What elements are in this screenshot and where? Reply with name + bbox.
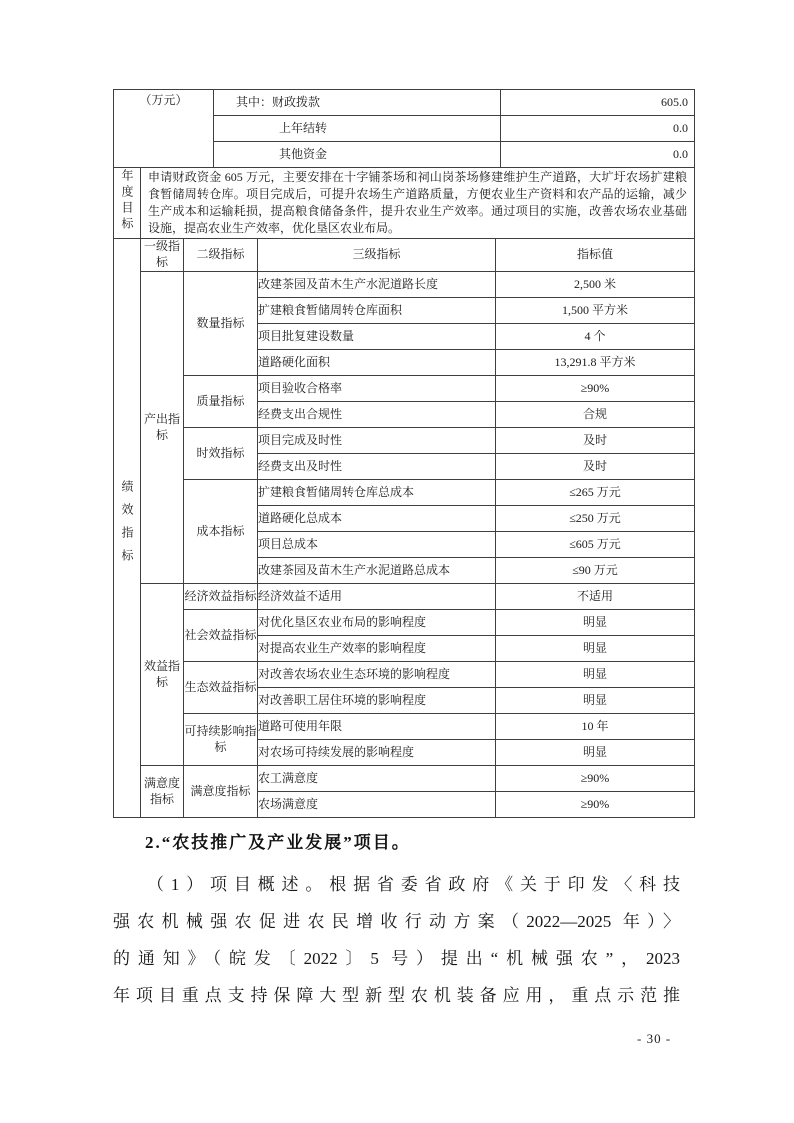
annual-goal-text: 申请财政资金 605 万元，主要安排在十字铺茶场和祠山岗茶场修建维护生产道路，大圹圩农场扩建粮食暂储周转仓库。项目完成后，可提升农场生产道路质量，方便农业生产资料和农产品的运输，减少生产成本和运输耗损，提高粮食储备条件，提升农业生产效率。通过项目的实施，改善农场农业基础设施，提高农业生产效率，优化垦区农业布局。 (141, 168, 695, 239)
value-cell: ≤250 万元 (496, 506, 695, 532)
level2-cost: 成本指标 (184, 480, 258, 584)
funding-unit-cell: （万元） (114, 90, 214, 168)
funding-row-value: 0.0 (501, 142, 695, 168)
header-level1: 一级指标 (141, 239, 184, 272)
level3-cell: 项目批复建设数量 (258, 324, 496, 350)
table-row (114, 90, 695, 116)
value-cell: 明显 (496, 688, 695, 714)
level3-cell: 道路硬化面积 (258, 350, 496, 376)
header-level3: 三级指标 (258, 239, 496, 272)
funding-row-label: 其他资金 (214, 142, 501, 168)
level2-ecological: 生态效益指标 (184, 662, 258, 714)
level2-satisfaction: 满意度指标 (184, 766, 258, 818)
annual-goal-table (113, 167, 695, 239)
section-heading: 2.“农技推广及产业发展”项目。 (145, 833, 411, 852)
value-cell: 不适用 (496, 584, 695, 610)
value-cell: 1,500 平方米 (496, 298, 695, 324)
value-cell: 2,500 米 (496, 272, 695, 298)
level3-cell: 项目总成本 (258, 532, 496, 558)
level3-cell: 对优化垦区农业布局的影响程度 (258, 610, 496, 636)
level3-cell: 对农场可持续发展的影响程度 (258, 740, 496, 766)
level1-benefit: 效益指标 (141, 584, 184, 766)
level3-cell: 改建茶园及苗木生产水泥道路总成本 (258, 558, 496, 584)
value-cell: ≤605 万元 (496, 532, 695, 558)
annual-goal-label-cell (114, 168, 141, 239)
funding-row-label: 其中：财政拨款 (214, 90, 501, 116)
level3-cell: 项目验收合格率 (258, 376, 496, 402)
value-cell: 13,291.8 平方米 (496, 350, 695, 376)
level3-cell: 扩建粮食暂储周转仓库总成本 (258, 480, 496, 506)
level2-social: 社会效益指标 (184, 610, 258, 662)
value-cell: 明显 (496, 740, 695, 766)
level3-cell: 农场满意度 (258, 792, 496, 818)
level2-quality: 质量指标 (184, 376, 258, 428)
level3-cell: 道路硬化总成本 (258, 506, 496, 532)
value-cell: 明显 (496, 662, 695, 688)
level3-cell: 项目完成及时性 (258, 428, 496, 454)
value-cell: ≤265 万元 (496, 480, 695, 506)
level2-sustain: 可持续影响指标 (184, 714, 258, 766)
level2-quantity: 数量指标 (184, 272, 258, 376)
level3-cell: 对改善职工居住环境的影响程度 (258, 688, 496, 714)
level3-cell: 经济效益不适用 (258, 584, 496, 610)
funding-row-value: 605.0 (501, 90, 695, 116)
level3-cell: 道路可使用年限 (258, 714, 496, 740)
level3-cell: 对改善农场农业生态环境的影响程度 (258, 662, 496, 688)
indicators-side-label-cell (114, 239, 141, 818)
level1-output: 产出指标 (141, 272, 184, 584)
annual-goal-label: 年度目标 (120, 168, 134, 233)
table-row (114, 480, 695, 506)
value-cell: ≥90% (496, 376, 695, 402)
header-level2: 二级指标 (184, 239, 258, 272)
indicators-side-label: 绩效指标 (120, 479, 134, 572)
funding-table (113, 89, 695, 168)
level3-cell: 经费支出合规性 (258, 402, 496, 428)
level3-cell: 对提高农业生产效率的影响程度 (258, 636, 496, 662)
level2-timeliness: 时效指标 (184, 428, 258, 480)
page-number: - 30 - (637, 1031, 672, 1046)
table-header-row (114, 239, 695, 272)
paragraph-line: 强农机械强农促进农民增收行动方案（2022—2025 年）〉 (113, 912, 680, 931)
table-row (114, 766, 695, 792)
funding-row-label: 上年结转 (214, 116, 501, 142)
section-2 (113, 830, 680, 1014)
level2-economic: 经济效益指标 (184, 584, 258, 610)
funding-row-value: 0.0 (501, 116, 695, 142)
value-cell: 明显 (496, 610, 695, 636)
value-cell: 4 个 (496, 324, 695, 350)
table-row (114, 272, 695, 298)
paragraph-line: 的通知》（皖发〔2022〕5 号）提出“机械强农”，2023 (113, 949, 680, 968)
level3-cell: 改建茶园及苗木生产水泥道路长度 (258, 272, 496, 298)
level3-cell: 扩建粮食暂储周转仓库面积 (258, 298, 496, 324)
level1-satisfaction: 满意度指标 (141, 766, 184, 818)
value-cell: 10 年 (496, 714, 695, 740)
table-row (114, 662, 695, 688)
value-cell: ≥90% (496, 792, 695, 818)
header-value: 指标值 (496, 239, 695, 272)
level3-cell: 经费支出及时性 (258, 454, 496, 480)
table-row (114, 428, 695, 454)
indicators-table (113, 238, 695, 818)
value-cell: 及时 (496, 428, 695, 454)
paragraph-line: 年项目重点支持保障大型新型农机装备应用，重点示范推 (113, 986, 680, 1005)
value-cell: 及时 (496, 454, 695, 480)
level3-cell: 农工满意度 (258, 766, 496, 792)
paragraph-line: （1）项目概述。根据省委省政府《关于印发〈科技 (147, 875, 680, 894)
table-row (114, 168, 695, 239)
table-row (114, 610, 695, 636)
value-cell: ≥90% (496, 766, 695, 792)
value-cell: 合规 (496, 402, 695, 428)
table-row (114, 714, 695, 740)
table-row (114, 376, 695, 402)
table-row (114, 584, 695, 610)
value-cell: 明显 (496, 636, 695, 662)
value-cell: ≤90 万元 (496, 558, 695, 584)
